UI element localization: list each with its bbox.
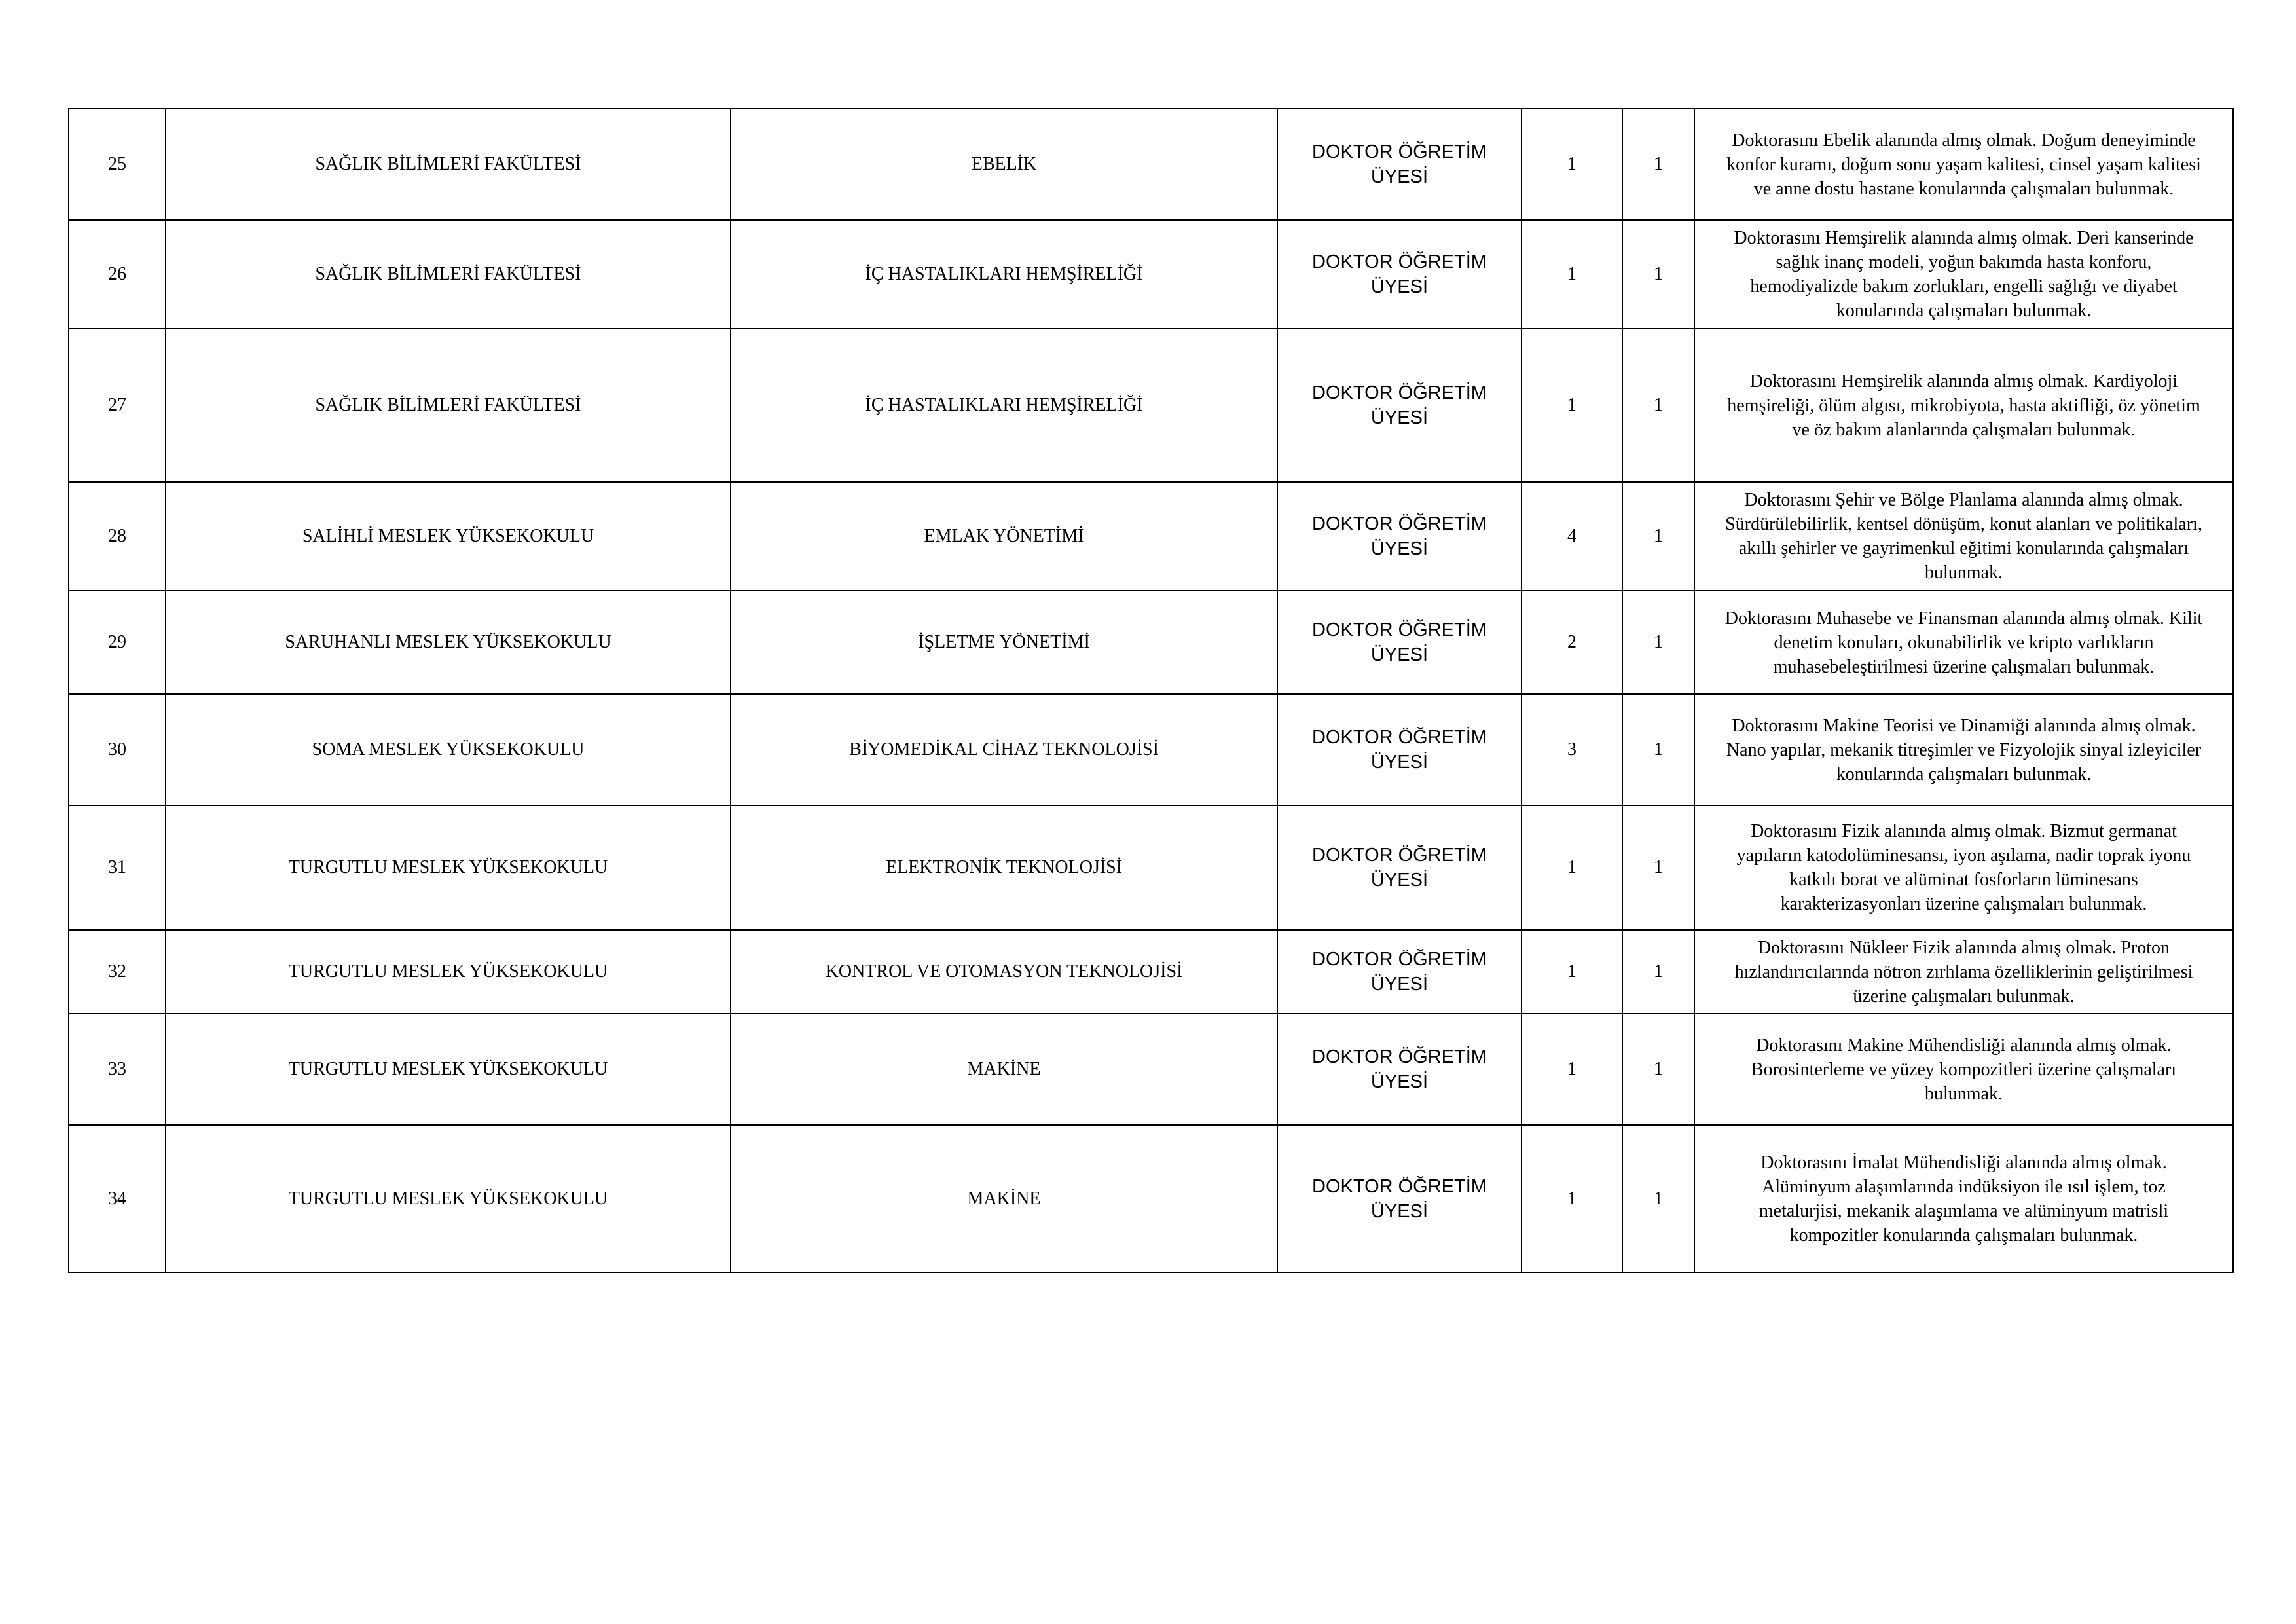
department-cell: KONTROL VE OTOMASYON TEKNOLOJİSİ (731, 930, 1277, 1014)
count-cell: 1 (1622, 805, 1694, 930)
requirements-cell (1694, 591, 2233, 694)
department-cell: EBELİK (731, 109, 1277, 220)
table-row (69, 694, 2233, 805)
requirements-line: hemşireliği, ölüm algısı, mikrobiyota, hasta aktifliği, öz yönetim (1727, 395, 2200, 416)
degree-cell: 2 (1522, 591, 1622, 694)
unit-cell: SAĞLIK BİLİMLERİ FAKÜLTESİ (166, 220, 731, 329)
title-line: ÜYESİ (1370, 870, 1429, 891)
degree-cell: 1 (1522, 930, 1622, 1014)
department-cell: MAKİNE (731, 1125, 1277, 1272)
title-line: DOKTOR ÖĞRETİM (1312, 382, 1487, 403)
requirements-cell (1694, 805, 2233, 930)
title-cell (1277, 1125, 1522, 1272)
title-cell (1277, 694, 1522, 805)
title-line: DOKTOR ÖĞRETİM (1312, 727, 1487, 748)
degree-cell: 1 (1522, 805, 1622, 930)
title-line: DOKTOR ÖĞRETİM (1312, 513, 1487, 534)
requirements-line: Doktorasını Makine Mühendisliği alanında almış olmak. (1756, 1035, 2172, 1056)
requirements-line: muhasebeleştirilmesi üzerine çalışmaları bulunmak. (1773, 656, 2155, 677)
requirements-line: Doktorasını Muhasebe ve Finansman alanında almış olmak. Kilit (1724, 608, 2203, 629)
degree-cell: 1 (1522, 1014, 1622, 1125)
count-cell: 1 (1622, 1014, 1694, 1125)
requirements-line: konularında çalışmaları bulunmak. (1836, 301, 2092, 321)
unit-cell: SOMA MESLEK YÜKSEKOKULU (166, 694, 731, 805)
requirements-line: metalurjisi, mekanik alaşımlama ve alüminyum matrisli (1758, 1200, 2169, 1221)
requirements-cell (1694, 329, 2233, 482)
department-cell: İÇ HASTALIKLARI HEMŞİRELİĞİ (731, 329, 1277, 482)
title-line: ÜYESİ (1370, 407, 1429, 428)
requirements-cell (1694, 109, 2233, 220)
degree-cell: 1 (1522, 329, 1622, 482)
row-number-cell: 29 (69, 591, 166, 694)
requirements-line: Doktorasını Hemşirelik alanında almış olmak. Deri kanserinde (1734, 228, 2194, 248)
title-line: DOKTOR ÖĞRETİM (1312, 845, 1487, 866)
count-cell: 1 (1622, 482, 1694, 591)
title-cell (1277, 220, 1522, 329)
unit-cell: TURGUTLU MESLEK YÜKSEKOKULU (166, 805, 731, 930)
requirements-line: akıllı şehirler ve gayrimenkul eğitimi konularında çalışmaları (1738, 538, 2189, 559)
count-cell: 1 (1622, 109, 1694, 220)
count-cell: 1 (1622, 930, 1694, 1014)
title-cell (1277, 329, 1522, 482)
requirements-line: konularında çalışmaları bulunmak. (1836, 764, 2092, 784)
title-line: ÜYESİ (1370, 752, 1429, 773)
unit-cell: SALİHLİ MESLEK YÜKSEKOKULU (166, 482, 731, 591)
row-number-cell: 30 (69, 694, 166, 805)
requirements-line: üzerine çalışmaları bulunmak. (1853, 986, 2075, 1006)
row-number-cell: 25 (69, 109, 166, 220)
table-row (69, 220, 2233, 329)
count-cell: 1 (1622, 220, 1694, 329)
count-cell: 1 (1622, 694, 1694, 805)
department-cell: MAKİNE (731, 1014, 1277, 1125)
title-line: DOKTOR ÖĞRETİM (1312, 1046, 1487, 1067)
requirements-line: kompozitler konularında çalışmaları bulunmak. (1789, 1225, 2138, 1246)
row-number-cell: 34 (69, 1125, 166, 1272)
requirements-cell (1694, 930, 2233, 1014)
requirements-line: Sürdürülebilirlik, kentsel dönüşüm, konut alanları ve politikaları, (1725, 514, 2202, 534)
requirements-line: konfor kuramı, doğum sonu yaşam kalitesi, cinsel yaşam kalitesi (1726, 154, 2201, 175)
requirements-line: ve öz bakım alanlarında çalışmaları bulunmak. (1792, 419, 2136, 440)
position-table (68, 108, 2234, 1273)
title-cell (1277, 482, 1522, 591)
title-cell (1277, 930, 1522, 1014)
requirements-line: Doktorasını Makine Teorisi ve Dinamiği alanında almış olmak. (1732, 715, 2196, 736)
degree-cell: 1 (1522, 1125, 1622, 1272)
title-line: ÜYESİ (1370, 276, 1429, 297)
title-line: ÜYESİ (1370, 1200, 1429, 1222)
table-row (69, 1125, 2233, 1272)
requirements-line: Doktorasını Hemşirelik alanında almış olmak. Kardiyoloji (1749, 371, 2178, 392)
requirements-line: Alüminyum alaşımlarında indüksiyon ile ısıl işlem, toz (1762, 1176, 2166, 1197)
requirements-line: Nano yapılar, mekanik titreşimler ve Fizyolojik sinyal izleyiciler (1726, 739, 2202, 760)
department-cell: İÇ HASTALIKLARI HEMŞİRELİĞİ (731, 220, 1277, 329)
requirements-line: Doktorasını Nükleer Fizik alanında almış olmak. Proton (1757, 937, 2170, 958)
title-line: ÜYESİ (1370, 974, 1429, 995)
unit-cell: SAĞLIK BİLİMLERİ FAKÜLTESİ (166, 329, 731, 482)
title-cell (1277, 591, 1522, 694)
title-cell (1277, 109, 1522, 220)
requirements-line: denetim konuları, okunabilirlik ve kripto varlıkların (1774, 632, 2154, 653)
requirements-line: bulunmak. (1925, 1083, 2003, 1104)
title-line: DOKTOR ÖĞRETİM (1312, 141, 1487, 162)
unit-cell: TURGUTLU MESLEK YÜKSEKOKULU (166, 1125, 731, 1272)
table-row (69, 109, 2233, 220)
table-row (69, 805, 2233, 930)
requirements-line: sağlık inanç modeli, yoğun bakımda hasta konforu, (1776, 252, 2152, 272)
requirements-line: ve anne dostu hastane konularında çalışmaları bulunmak. (1753, 178, 2174, 199)
requirements-line: Doktorasını İmalat Mühendisliği alanında almış olmak. (1760, 1152, 2167, 1173)
department-cell: ELEKTRONİK TEKNOLOJİSİ (731, 805, 1277, 930)
unit-cell: SARUHANLI MESLEK YÜKSEKOKULU (166, 591, 731, 694)
unit-cell: TURGUTLU MESLEK YÜKSEKOKULU (166, 930, 731, 1014)
requirements-cell (1694, 220, 2233, 329)
table-row (69, 329, 2233, 482)
title-cell (1277, 805, 1522, 930)
row-number-cell: 31 (69, 805, 166, 930)
department-cell: BİYOMEDİKAL CİHAZ TEKNOLOJİSİ (731, 694, 1277, 805)
requirements-cell (1694, 1014, 2233, 1125)
title-line: ÜYESİ (1370, 538, 1429, 559)
count-cell: 1 (1622, 1125, 1694, 1272)
requirements-line: katkılı borat ve alüminat fosforların lüminesans (1789, 870, 2138, 890)
row-number-cell: 26 (69, 220, 166, 329)
degree-cell: 3 (1522, 694, 1622, 805)
unit-cell: TURGUTLU MESLEK YÜKSEKOKULU (166, 1014, 731, 1125)
requirements-line: yapıların katodolüminesansı, iyon aşılama, nadir toprak iyonu (1736, 845, 2191, 866)
requirements-line: Doktorasını Şehir ve Bölge Planlama alanında almış olmak. (1744, 490, 2183, 510)
table-body (69, 109, 2233, 1272)
row-number-cell: 32 (69, 930, 166, 1014)
row-number-cell: 33 (69, 1014, 166, 1125)
title-line: ÜYESİ (1370, 1071, 1429, 1092)
requirements-line: Doktorasını Fizik alanında almış olmak. Bizmut germanat (1751, 821, 2177, 841)
row-number-cell: 27 (69, 329, 166, 482)
title-line: ÜYESİ (1370, 166, 1429, 187)
table-row (69, 482, 2233, 591)
requirements-cell (1694, 694, 2233, 805)
requirements-line: hemodiyalizde bakım zorlukları, engelli sağlığı ve diyabet (1750, 276, 2178, 297)
degree-cell: 1 (1522, 109, 1622, 220)
title-line: DOKTOR ÖĞRETİM (1312, 251, 1487, 272)
department-cell: İŞLETME YÖNETİMİ (731, 591, 1277, 694)
degree-cell: 1 (1522, 220, 1622, 329)
title-cell (1277, 1014, 1522, 1125)
requirements-line: Borosinterleme ve yüzey kompozitleri üzerine çalışmaları (1751, 1059, 2177, 1080)
title-line: DOKTOR ÖĞRETİM (1312, 619, 1487, 640)
title-line: ÜYESİ (1370, 644, 1429, 665)
row-number-cell: 28 (69, 482, 166, 591)
requirements-cell (1694, 482, 2233, 591)
title-line: DOKTOR ÖĞRETİM (1312, 1175, 1487, 1197)
table-row (69, 930, 2233, 1014)
unit-cell: SAĞLIK BİLİMLERİ FAKÜLTESİ (166, 109, 731, 220)
department-cell: EMLAK YÖNETİMİ (731, 482, 1277, 591)
requirements-line: Doktorasını Ebelik alanında almış olmak. Doğum deneyiminde (1732, 130, 2196, 151)
requirements-line: bulunmak. (1925, 563, 2003, 583)
count-cell: 1 (1622, 329, 1694, 482)
requirements-cell (1694, 1125, 2233, 1272)
degree-cell: 4 (1522, 482, 1622, 591)
count-cell: 1 (1622, 591, 1694, 694)
requirements-line: hızlandırıcılarında nötron zırhlama özelliklerinin geliştirilmesi (1734, 961, 2193, 982)
table-row (69, 1014, 2233, 1125)
requirements-line: karakterizasyonları üzerine çalışmaları bulunmak. (1780, 894, 2147, 914)
title-line: DOKTOR ÖĞRETİM (1312, 949, 1487, 970)
table-row (69, 591, 2233, 694)
